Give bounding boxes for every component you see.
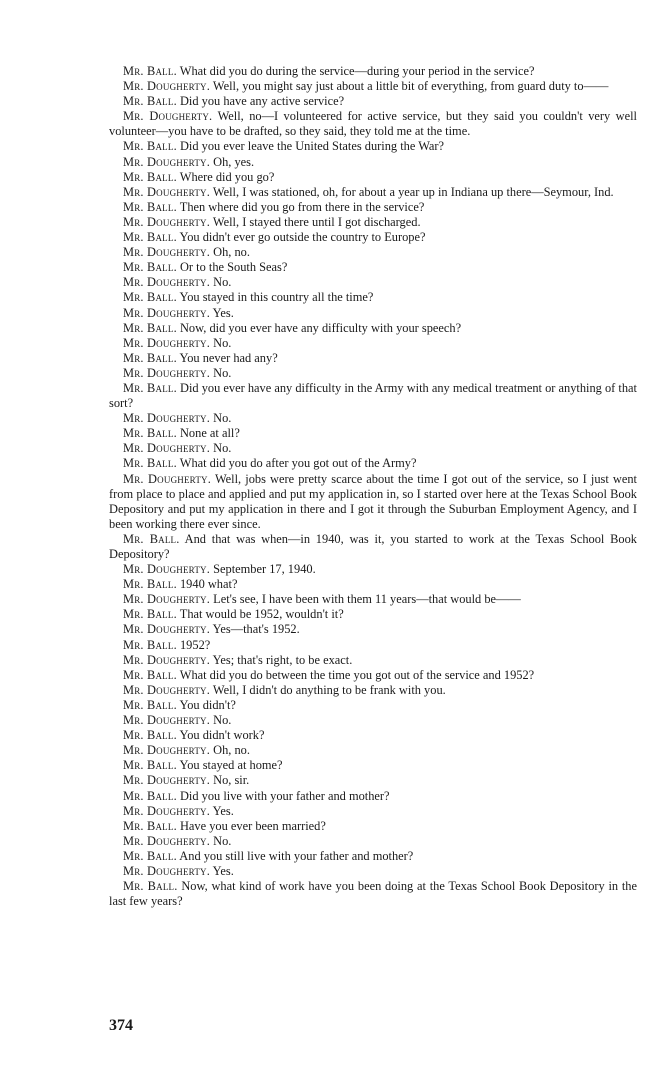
testimony-line xyxy=(109,79,637,94)
speaker-name: Mr. Ball. xyxy=(123,64,177,78)
testimony-line xyxy=(109,321,637,336)
testimony-text: You never had any? xyxy=(179,350,278,365)
speaker-name: Mr. Dougherty. xyxy=(123,682,211,697)
speaker-name: Mr. Ball. xyxy=(123,818,177,833)
testimony-text: Well, no—I volunteered for active service, but they said you couldn't very well volunteer—you have to be drafted, so they said, they told me at the time. xyxy=(109,109,638,139)
speaker-name: Mr. Ball. xyxy=(123,350,177,365)
testimony-text: Oh, yes. xyxy=(213,154,255,169)
testimony-line xyxy=(109,411,637,426)
speaker-name: Mr. Dougherty. xyxy=(123,245,211,260)
testimony-text: September 17, 1940. xyxy=(213,562,316,577)
testimony-line xyxy=(109,562,637,577)
testimony-line xyxy=(109,94,637,109)
speaker-name: Mr. Ball. xyxy=(123,577,177,592)
speaker-name: Mr. Ball. xyxy=(123,879,178,894)
testimony-text: Yes. xyxy=(212,863,234,878)
testimony-line xyxy=(109,306,637,321)
testimony-text: That would be 1952, wouldn't it? xyxy=(179,607,344,622)
speaker-name: Mr. Ball. xyxy=(123,139,177,154)
testimony-text: And that was when—in 1940, was it, you started to work at the Texas School Book Depository? xyxy=(109,531,638,561)
testimony-text: No, sir. xyxy=(213,773,250,788)
testimony-line xyxy=(109,290,637,305)
testimony-text: Yes. xyxy=(212,305,234,320)
speaker-name: Mr. Dougherty. xyxy=(123,154,211,169)
testimony-text: No. xyxy=(213,275,232,290)
testimony-text: Did you have any active service? xyxy=(179,94,345,109)
speaker-name: Mr. Ball. xyxy=(123,290,177,305)
testimony-line xyxy=(109,622,637,637)
speaker-name: Mr. Ball. xyxy=(123,697,177,712)
testimony-text: Now, what kind of work have you been doing at the Texas School Book Depository in the last few years? xyxy=(109,879,637,909)
testimony-text: Did you ever have any difficulty in the Army with any medical treatment or anything of that sort? xyxy=(109,380,637,411)
speaker-name: Mr. Ball. xyxy=(123,758,177,773)
speaker-name: Mr. Dougherty. xyxy=(123,109,213,124)
testimony-text: Yes; that's right, to be exact. xyxy=(212,652,353,667)
testimony-text: Where did you go? xyxy=(179,169,275,184)
speaker-name: Mr. Dougherty. xyxy=(123,441,211,456)
testimony-line xyxy=(109,170,637,185)
testimony-line xyxy=(109,336,637,351)
testimony-line xyxy=(109,743,637,758)
testimony-line xyxy=(109,698,637,713)
speaker-name: Mr. Ball. xyxy=(123,426,177,441)
speaker-name: Mr. Ball. xyxy=(123,230,177,245)
speaker-name: Mr. Dougherty. xyxy=(123,411,211,426)
testimony-line xyxy=(109,864,637,879)
testimony-text: Now, did you ever have any difficulty with your speech? xyxy=(179,320,462,335)
speaker-name: Mr. Dougherty. xyxy=(123,833,211,848)
testimony-line xyxy=(109,230,637,245)
testimony-line xyxy=(109,834,637,849)
testimony-text: And you still live with your father and mother? xyxy=(179,848,414,863)
testimony-line xyxy=(109,275,637,290)
testimony-text: What did you do after you got out of the Army? xyxy=(179,456,417,471)
speaker-name: Mr. Ball. xyxy=(123,728,177,743)
speaker-name: Mr. Dougherty. xyxy=(123,773,211,788)
speaker-name: Mr. Dougherty. xyxy=(123,743,211,758)
testimony-line xyxy=(109,109,637,139)
testimony-line xyxy=(109,139,637,154)
speaker-name: Mr. Dougherty. xyxy=(123,335,211,350)
testimony-text: Did you live with your father and mother? xyxy=(179,788,390,803)
testimony-line xyxy=(109,819,637,834)
speaker-name: Mr. Dougherty. xyxy=(123,863,211,878)
testimony-line xyxy=(109,456,637,471)
testimony-line xyxy=(109,713,637,728)
testimony-text: Well, I stayed there until I got discharged. xyxy=(212,214,421,229)
testimony-line xyxy=(109,200,637,215)
testimony-text: You stayed at home? xyxy=(179,758,283,773)
testimony-text: Yes. xyxy=(212,803,234,818)
testimony-line xyxy=(109,849,637,864)
speaker-name: Mr. Ball. xyxy=(123,380,177,395)
speaker-name: Mr. Dougherty. xyxy=(123,79,211,94)
testimony-line xyxy=(109,804,637,819)
testimony-text: Well, I didn't do anything to be frank with you. xyxy=(212,682,446,697)
testimony-text: You stayed in this country all the time? xyxy=(179,290,374,305)
speaker-name: Mr. Dougherty. xyxy=(123,214,211,229)
testimony-line xyxy=(109,773,637,788)
speaker-name: Mr. Dougherty. xyxy=(123,471,212,486)
testimony-text: Oh, no. xyxy=(213,245,250,260)
testimony-line xyxy=(109,381,637,411)
testimony-text: No. xyxy=(213,833,232,848)
testimony-line xyxy=(109,472,637,532)
testimony-line xyxy=(109,155,637,170)
speaker-name: Mr. Dougherty. xyxy=(123,562,211,577)
testimony-text: Let's see, I have been with them 11 years—that would be—— xyxy=(213,592,521,607)
speaker-name: Mr. Ball. xyxy=(123,320,177,335)
testimony-line xyxy=(109,441,637,456)
testimony-line xyxy=(109,607,637,622)
testimony-line xyxy=(109,185,637,200)
testimony-text: You didn't ever go outside the country to Europe? xyxy=(179,230,426,245)
testimony-text: Yes—that's 1952. xyxy=(212,622,300,637)
testimony-text: None at all? xyxy=(179,426,240,441)
testimony-text: No. xyxy=(213,411,232,426)
speaker-name: Mr. Ball. xyxy=(123,667,177,682)
speaker-name: Mr. Dougherty. xyxy=(123,305,211,320)
testimony-text: Have you ever been married? xyxy=(179,818,326,833)
speaker-name: Mr. Ball. xyxy=(123,456,177,471)
testimony-text: Did you ever leave the United States during the War? xyxy=(179,139,445,154)
testimony-text: Well, I was stationed, oh, for about a year up in Indiana up there—Seymour, Ind. xyxy=(212,184,614,199)
testimony-text: What did you do during the service—during your period in the service? xyxy=(179,64,535,78)
testimony-text: No. xyxy=(213,713,232,728)
testimony-text: Or to the South Seas? xyxy=(179,260,288,275)
transcript-body xyxy=(109,64,637,909)
testimony-line xyxy=(109,758,637,773)
speaker-name: Mr. Dougherty. xyxy=(123,275,211,290)
testimony-line xyxy=(109,245,637,260)
testimony-line xyxy=(109,426,637,441)
speaker-name: Mr. Ball. xyxy=(123,788,177,803)
speaker-name: Mr. Ball. xyxy=(123,169,177,184)
testimony-line xyxy=(109,592,637,607)
page-number: 374 xyxy=(109,1017,133,1034)
testimony-text: No. xyxy=(213,365,232,380)
speaker-name: Mr. Dougherty. xyxy=(123,803,211,818)
testimony-text: Well, jobs were pretty scarce about the time I got out of the service, so I just went from place to place and applied and put my application in, so I started over here at the Texas School Book Depository and put my application in there and I got it through the Suburban Employment Agency, and I been working there ever since. xyxy=(109,471,637,531)
testimony-text: 1940 what? xyxy=(179,577,238,592)
speaker-name: Mr. Ball. xyxy=(123,199,177,214)
testimony-line xyxy=(109,366,637,381)
testimony-text: No. xyxy=(213,335,232,350)
testimony-text: Oh, no. xyxy=(213,743,250,758)
testimony-line xyxy=(109,728,637,743)
speaker-name: Mr. Ball. xyxy=(123,94,177,109)
speaker-name: Mr. Dougherty. xyxy=(123,365,211,380)
speaker-name: Mr. Dougherty. xyxy=(123,713,211,728)
speaker-name: Mr. Ball. xyxy=(123,637,177,652)
speaker-name: Mr. Ball. xyxy=(123,531,180,546)
testimony-line xyxy=(109,351,637,366)
testimony-text: You didn't? xyxy=(179,697,236,712)
testimony-text: Then where did you go from there in the service? xyxy=(179,199,425,214)
testimony-line xyxy=(109,789,637,804)
testimony-text: What did you do between the time you got out of the service and 1952? xyxy=(179,667,535,682)
testimony-line xyxy=(109,64,637,79)
testimony-line xyxy=(109,260,637,275)
speaker-name: Mr. Dougherty. xyxy=(123,592,211,607)
testimony-line xyxy=(109,879,637,909)
testimony-text: No. xyxy=(213,441,232,456)
speaker-name: Mr. Ball. xyxy=(123,607,177,622)
testimony-line xyxy=(109,653,637,668)
testimony-text: You didn't work? xyxy=(179,728,265,743)
testimony-line xyxy=(109,577,637,592)
speaker-name: Mr. Dougherty. xyxy=(123,652,211,667)
testimony-line xyxy=(109,215,637,230)
testimony-text: 1952? xyxy=(179,637,211,652)
speaker-name: Mr. Ball. xyxy=(123,260,177,275)
testimony-line xyxy=(109,532,637,562)
testimony-line xyxy=(109,638,637,653)
testimony-text: Well, you might say just about a little bit of everything, from guard duty to—— xyxy=(212,79,609,94)
testimony-line xyxy=(109,683,637,698)
speaker-name: Mr. Dougherty. xyxy=(123,622,211,637)
speaker-name: Mr. Dougherty. xyxy=(123,184,211,199)
testimony-line xyxy=(109,668,637,683)
speaker-name: Mr. Ball. xyxy=(123,848,177,863)
